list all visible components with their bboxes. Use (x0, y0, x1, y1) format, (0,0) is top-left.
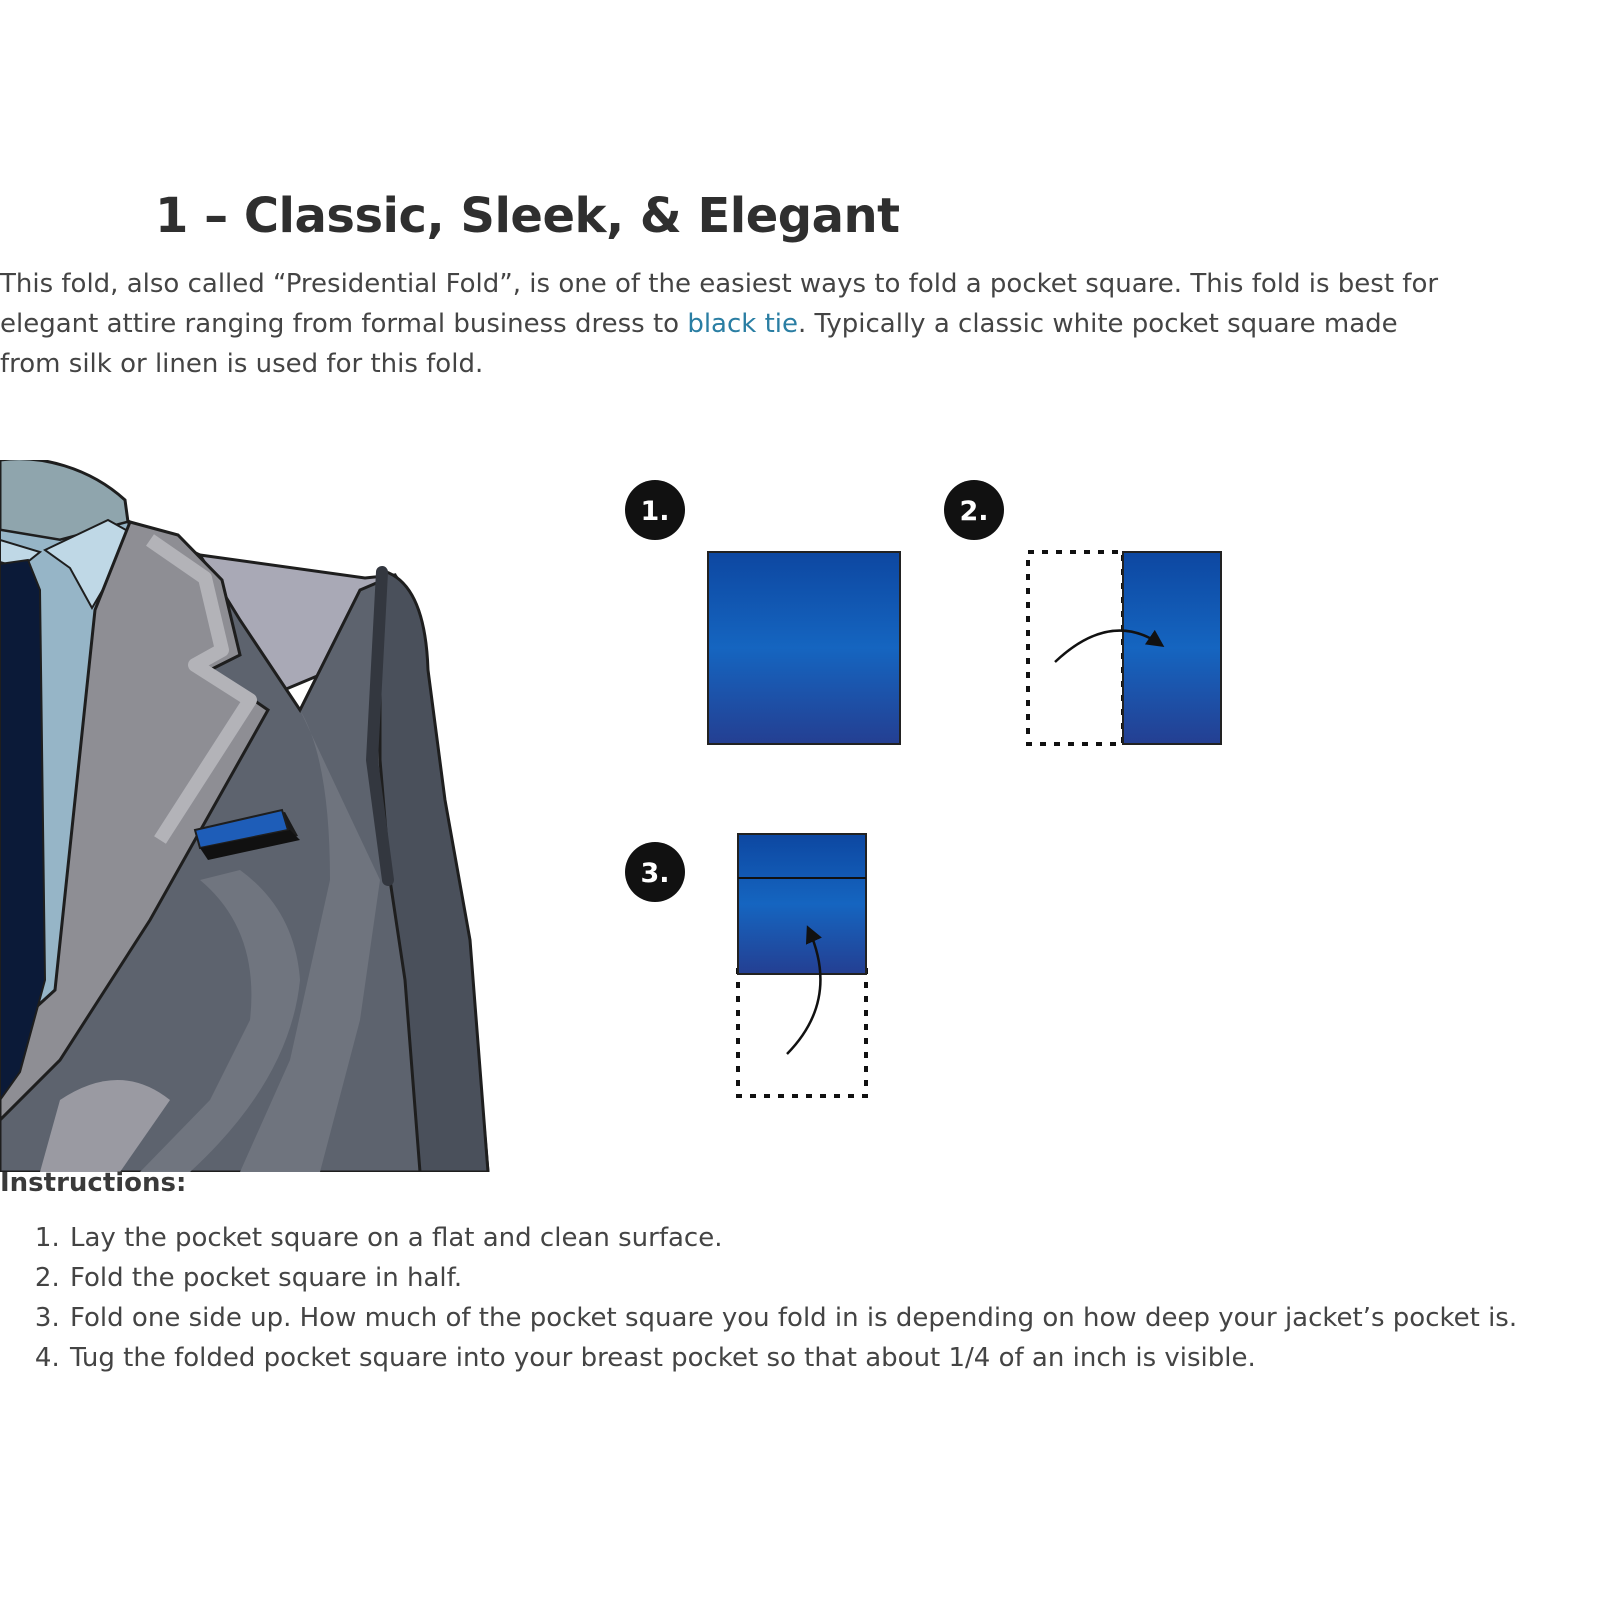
black-tie-link[interactable]: black tie (687, 309, 799, 339)
fold-steps-diagram (625, 480, 1245, 1120)
list-item: 2. Fold the pocket square in half. (68, 1258, 1538, 1298)
step-3-group (625, 834, 866, 1096)
unfolded-square (708, 552, 900, 744)
instructions-list (0, 1218, 1538, 1378)
intro-paragraph (0, 264, 1460, 384)
fold-outline-left (1028, 552, 1123, 744)
intro-text-after: . Typically a classic white pocket square made from silk or linen is used for this fold. (0, 309, 1398, 379)
step-3-badge-label: 3. (640, 858, 670, 889)
list-item: 1. Lay the pocket square on a flat and clean surface. (68, 1218, 1538, 1258)
jacket-illustration (0, 460, 500, 1172)
article-title: 1 – Classic, Sleek, & Elegant (155, 188, 900, 244)
list-item: 4. Tug the folded pocket square into your breast pocket so that about 1/4 of an inch is visible. (68, 1338, 1538, 1378)
step-2-badge-label: 2. (959, 496, 989, 527)
step-1-badge-label: 1. (640, 496, 670, 527)
list-item: 3. Fold one side up. How much of the pocket square you fold in is depending on how deep your jacket’s pocket is. (68, 1298, 1538, 1338)
fold-outline-bottom (738, 970, 866, 1096)
half-folded-square (1123, 552, 1221, 744)
instructions-heading: Instructions: (0, 1168, 187, 1198)
folded-up-square (738, 834, 866, 974)
step-2-group (944, 480, 1221, 744)
intro-text-before: This fold, also called “Presidential Fold”, is one of the easiest ways to fold a pocket square. This fold is best for elegant attire ranging from formal business dress to (0, 269, 1439, 339)
step-1-group (625, 480, 900, 744)
